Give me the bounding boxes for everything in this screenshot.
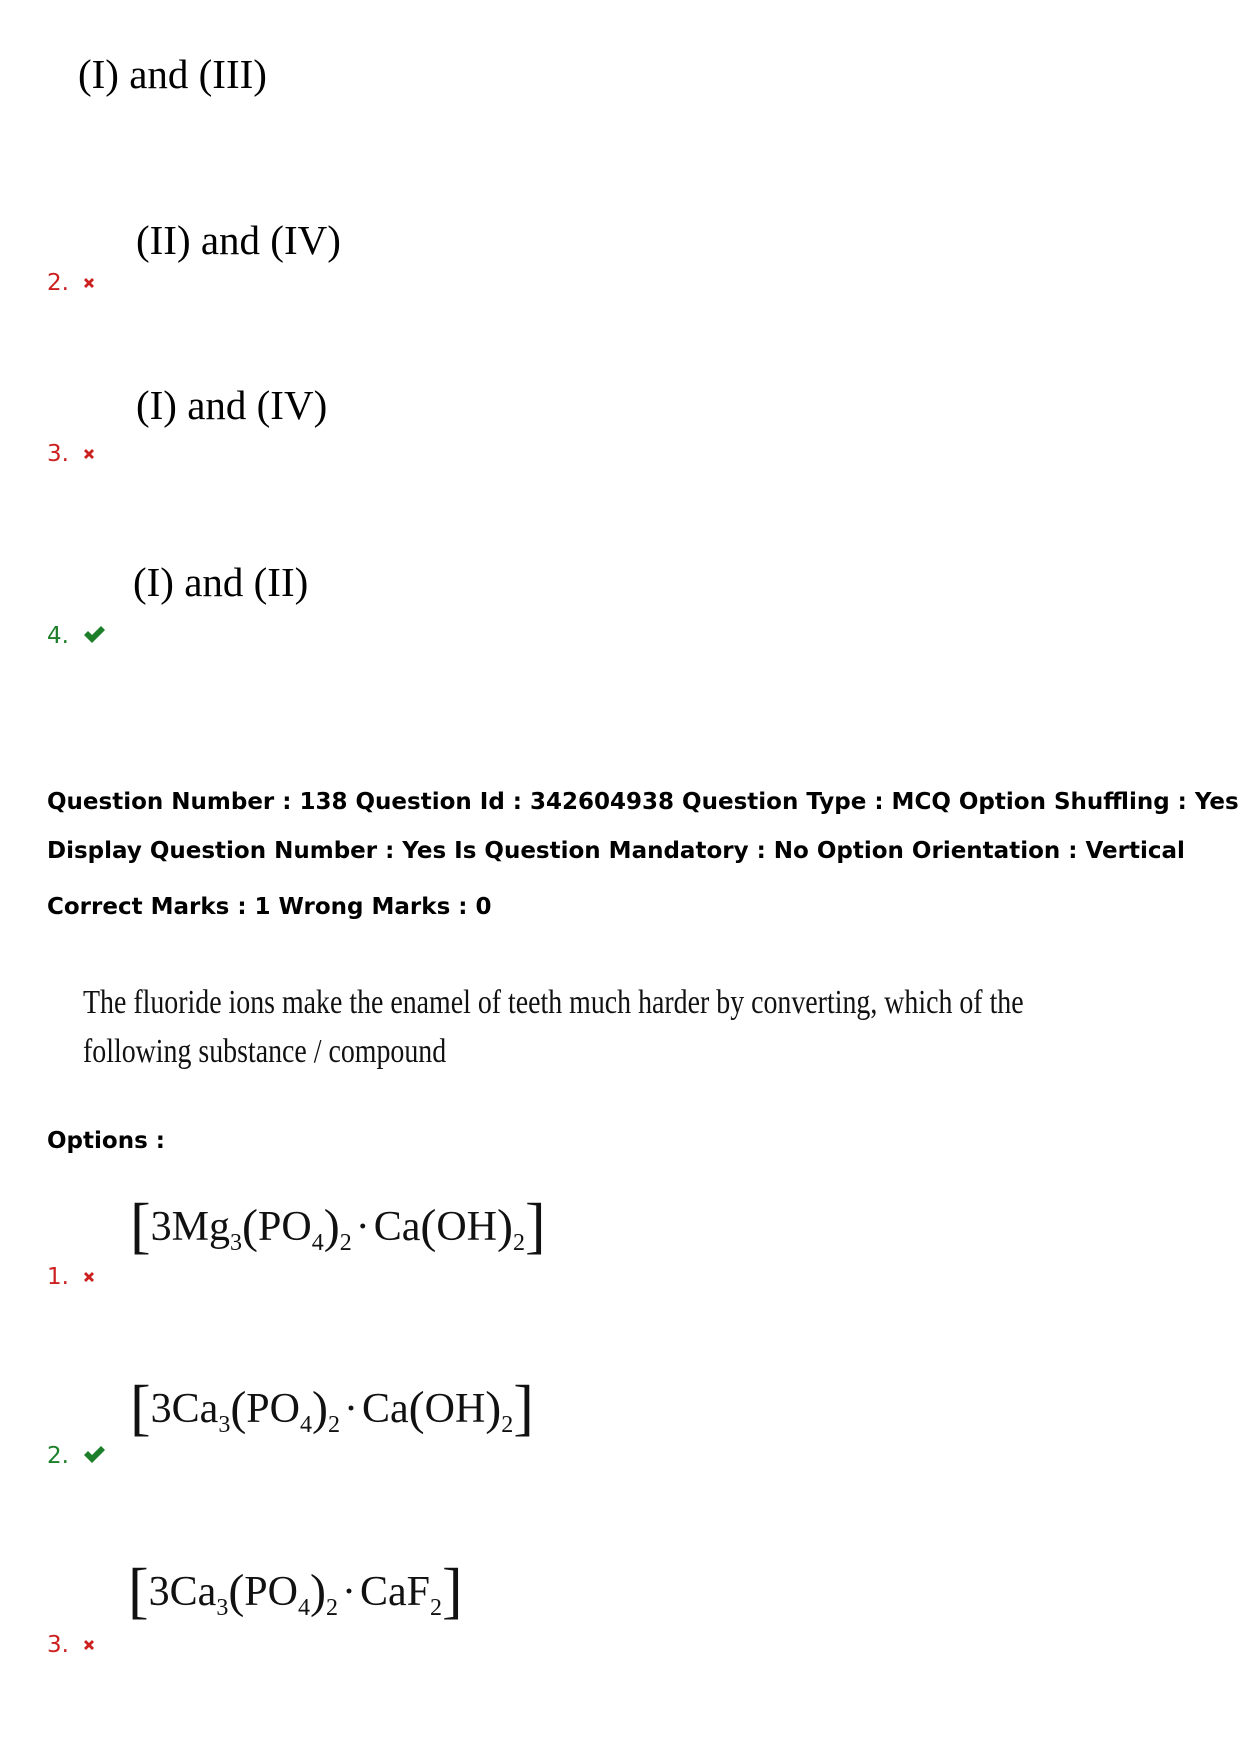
option-3-formula: $[3Ca_3(PO_4)_2\cdot CaF_2]$ xyxy=(128,1557,463,1625)
cross-mark-icon xyxy=(82,1266,96,1289)
option-2-label xyxy=(47,1444,106,1469)
option-number: 3. xyxy=(47,441,69,467)
prev-option-4-label xyxy=(47,624,106,649)
cross-mark-icon xyxy=(82,272,96,295)
option-number: 4. xyxy=(47,623,69,649)
prev-option-3-text: (I) and (IV) xyxy=(136,382,328,428)
question-text-line-1: The fluoride ions make the enamel of teeth much harder by converting, which of the xyxy=(83,984,1024,1021)
cross-mark-icon xyxy=(82,443,96,466)
check-mark-icon xyxy=(82,1444,106,1469)
option-number: 1. xyxy=(47,1264,69,1290)
prev-option-3-label xyxy=(47,443,96,466)
prev-option-1-text: (I) and (III) xyxy=(78,51,267,97)
option-1-formula: $[3Mg_3(PO_4)_2\cdot Ca(OH)_2]$ xyxy=(130,1192,546,1260)
option-number: 2. xyxy=(47,270,69,296)
question-meta-line-2: Display Question Number : Yes Is Question Mandatory : No Option Orientation : Vertical xyxy=(47,838,1185,864)
prev-option-4-text: (I) and (II) xyxy=(133,559,309,605)
cross-mark-icon xyxy=(82,1634,96,1657)
option-1-label xyxy=(47,1266,96,1289)
check-mark-icon xyxy=(82,624,106,649)
question-text-line-2: following substance / compound xyxy=(83,1033,447,1070)
question-meta-line-3: Correct Marks : 1 Wrong Marks : 0 xyxy=(47,894,492,920)
options-label: Options : xyxy=(47,1128,165,1154)
prev-option-2-label xyxy=(47,272,96,295)
question-meta-line-1: Question Number : 138 Question Id : 342604938 Question Type : MCQ Option Shuffling : Yes xyxy=(47,789,1239,815)
question-text xyxy=(83,978,1024,1076)
option-number: 2. xyxy=(47,1443,69,1469)
option-3-label xyxy=(47,1634,96,1657)
prev-option-2-text: (II) and (IV) xyxy=(136,217,341,263)
option-2-formula: $[3Ca_3(PO_4)_2\cdot Ca(OH)_2]$ xyxy=(130,1374,534,1442)
option-number: 3. xyxy=(47,1632,69,1658)
